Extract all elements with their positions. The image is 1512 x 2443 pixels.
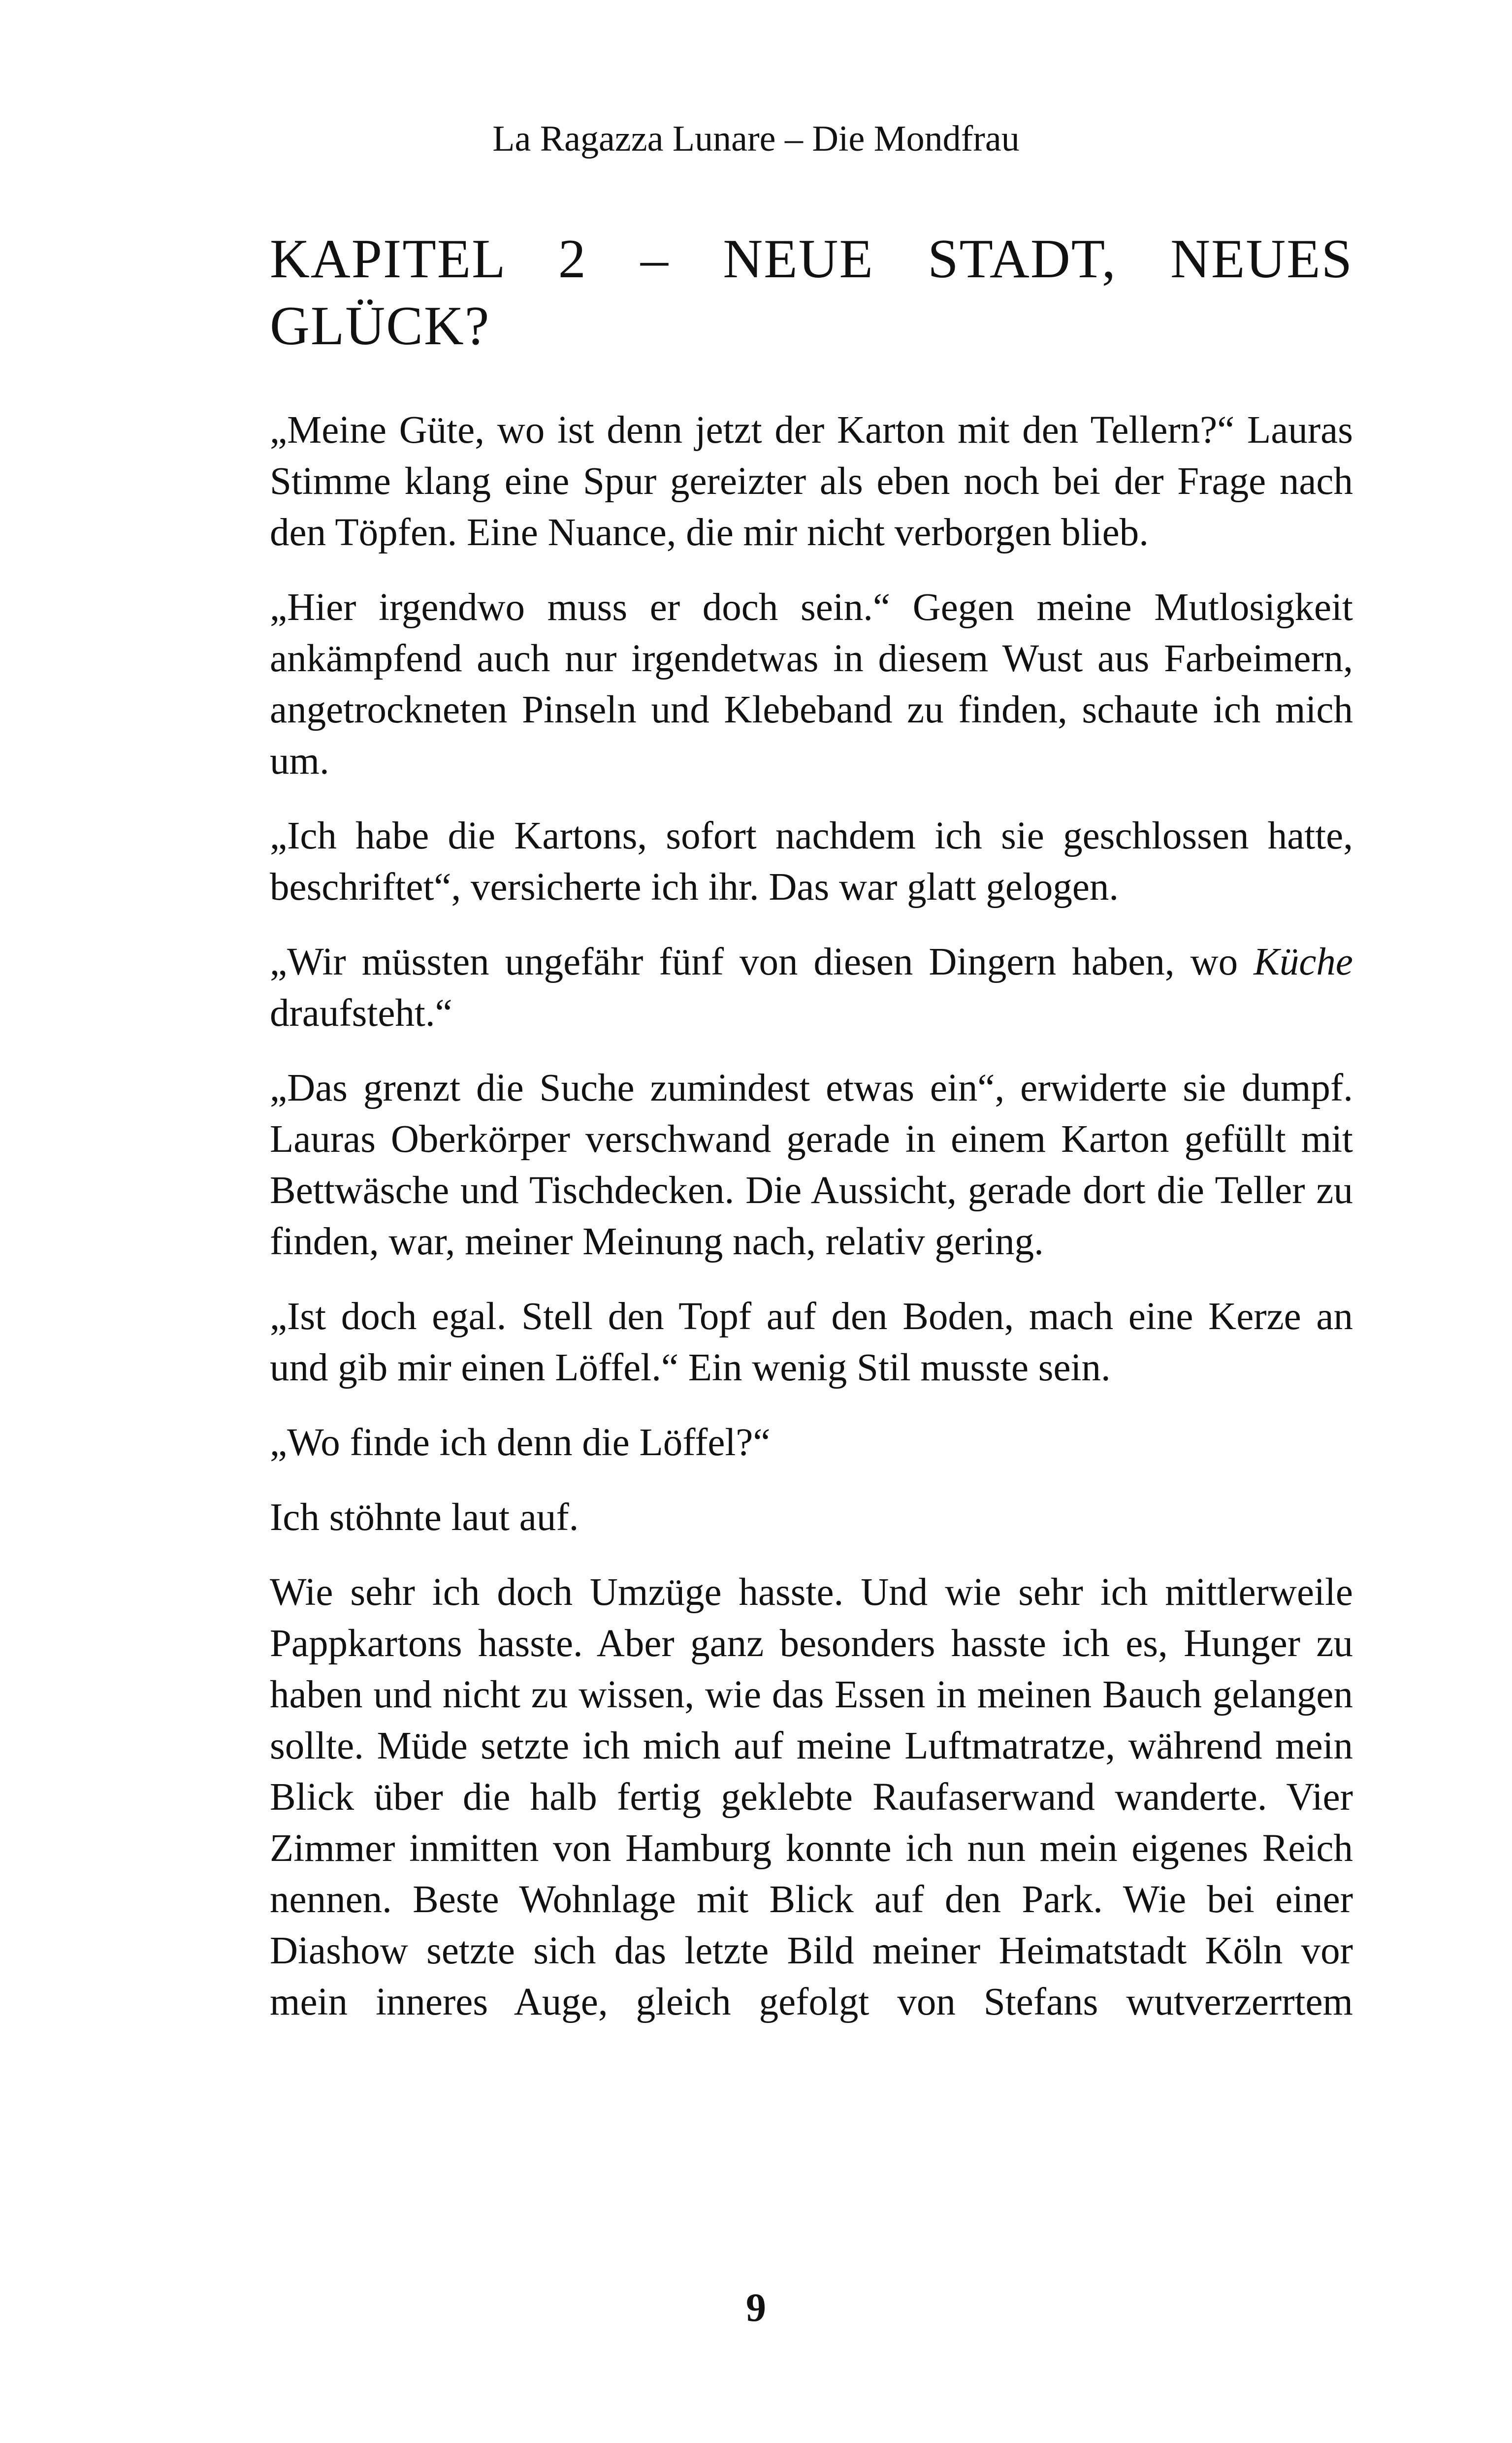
paragraph: Wie sehr ich doch Umzüge hasste. Und wie sehr ich mittlerweile Pappkartons hasste. Aber ganz besonders hasste ich es, Hunger zu haben und nicht zu wissen, wie das Essen in meinen Bauch gelangen sollte. Müde setzte ich mich auf meine Luftmatratze, während mein Blick über die halb fertig geklebte Raufaserwand wanderte. Vier Zimmer inmitten von Hamburg konnte ich nun mein eigenes Reich nennen. Beste Wohnlage mit Blick auf den Park. Wie bei einer Diashow setzte sich das letzte Bild meiner Heimatstadt Köln vor mein inneres Auge, gleich gefolgt von Stefans wutverzerrtem [270, 1571, 1353, 2023]
paragraph: Ich stöhnte laut auf. [270, 1496, 579, 1539]
paragraph: „Ich habe die Kartons, sofort nachdem ich sie geschlossen hatte, beschriftet“, versicherte ich ihr. Das war glatt gelogen. [270, 814, 1353, 909]
chapter-title: KAPITEL 2 – NEUE STADT, NEUES GLÜCK? [270, 228, 1353, 357]
paragraph: „Wo finde ich denn die Löffel?“ [270, 1421, 771, 1464]
paragraph-text: draufsteht.“ [270, 992, 452, 1035]
running-header: La Ragazza Lunare – Die Mondfrau [492, 119, 1020, 159]
italic-word: Küche [1254, 941, 1353, 983]
paragraph: „Meine Güte, wo ist denn jetzt der Karton mit den Tellern?“ Lauras Stimme klang eine Spur gereizter als eben noch bei der Frage nach den Töpfen. Eine Nuance, die mir nicht verborgen blieb. [270, 409, 1353, 554]
paragraph: „Das grenzt die Suche zumindest etwas ein“, erwiderte sie dumpf. Lauras Oberkörper verschwand gerade in einem Karton gefüllt mit Bettwäsche und Tischdecken. Die Aussicht, gerade dort die Teller zu finden, war, meiner Meinung nach, relativ gering. [270, 1067, 1353, 1263]
paragraph: „Ist doch egal. Stell den Topf auf den Boden, mach eine Kerze an und gib mir einen Löffel.“ Ein wenig Stil musste sein. [270, 1295, 1353, 1389]
paragraph [270, 937, 1353, 1039]
paragraph: „Hier irgendwo muss er doch sein.“ Gegen meine Mutlosigkeit ankämpfend auch nur irgendetwas in diesem Wust aus Farbeimern, angetrockneten Pinseln und Klebeband zu finden, schaute ich mich um. [270, 586, 1353, 782]
page-number: 9 [746, 2285, 766, 2330]
paragraph-text: „Wir müssten ungefähr fünf von diesen Dingern haben, wo [270, 941, 1254, 983]
chapter-body [270, 405, 1353, 2052]
